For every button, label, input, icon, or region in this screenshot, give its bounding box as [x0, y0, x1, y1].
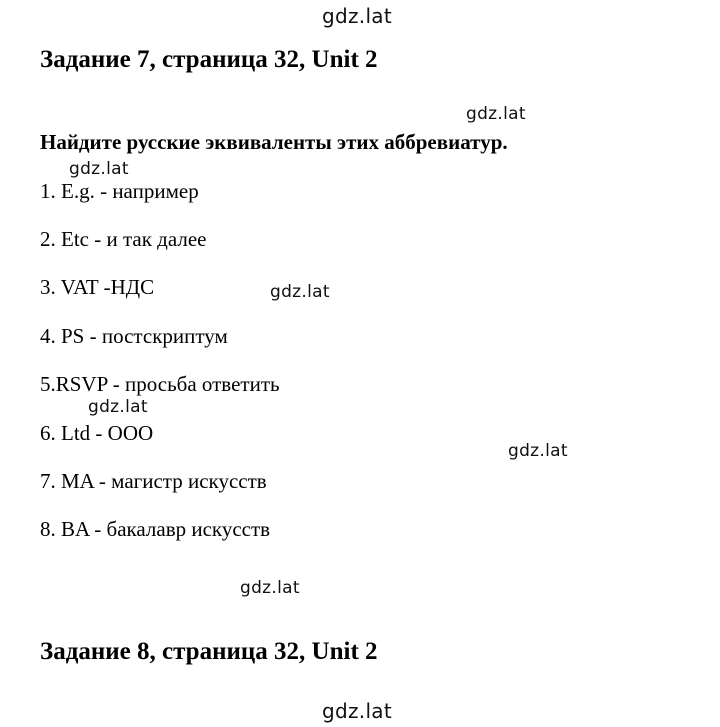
list-item: 7. MA - магистр искусств [40, 469, 267, 493]
task7-instruction: Найдите русские эквиваленты этих аббревиатур. [40, 130, 508, 154]
watermark: gdz.lat [88, 397, 148, 417]
list-item: 3. VAT -НДС [40, 275, 155, 299]
watermark: gdz.lat [508, 441, 568, 461]
watermark: gdz.lat [270, 282, 330, 302]
list-item: 8. BA - бакалавр искусств [40, 517, 271, 541]
list-item: 2. Etc - и так далее [40, 227, 207, 251]
list-item: 5.RSVP - просьба ответить [40, 372, 280, 396]
watermark: gdz.lat [240, 578, 300, 598]
list-item: 1. E.g. - например [40, 179, 199, 203]
list-item: 6. Ltd - ООО [40, 421, 154, 445]
watermark: gdz.lat [69, 159, 129, 179]
watermark: gdz.lat [466, 104, 526, 124]
task8-title: Задание 8, страница 32, Unit 2 [40, 638, 378, 665]
task7-title: Задание 7, страница 32, Unit 2 [40, 46, 378, 73]
watermark-top: gdz.lat [322, 4, 393, 28]
list-item: 4. PS - постскриптум [40, 324, 228, 348]
watermark-bottom: gdz.lat [322, 699, 393, 723]
